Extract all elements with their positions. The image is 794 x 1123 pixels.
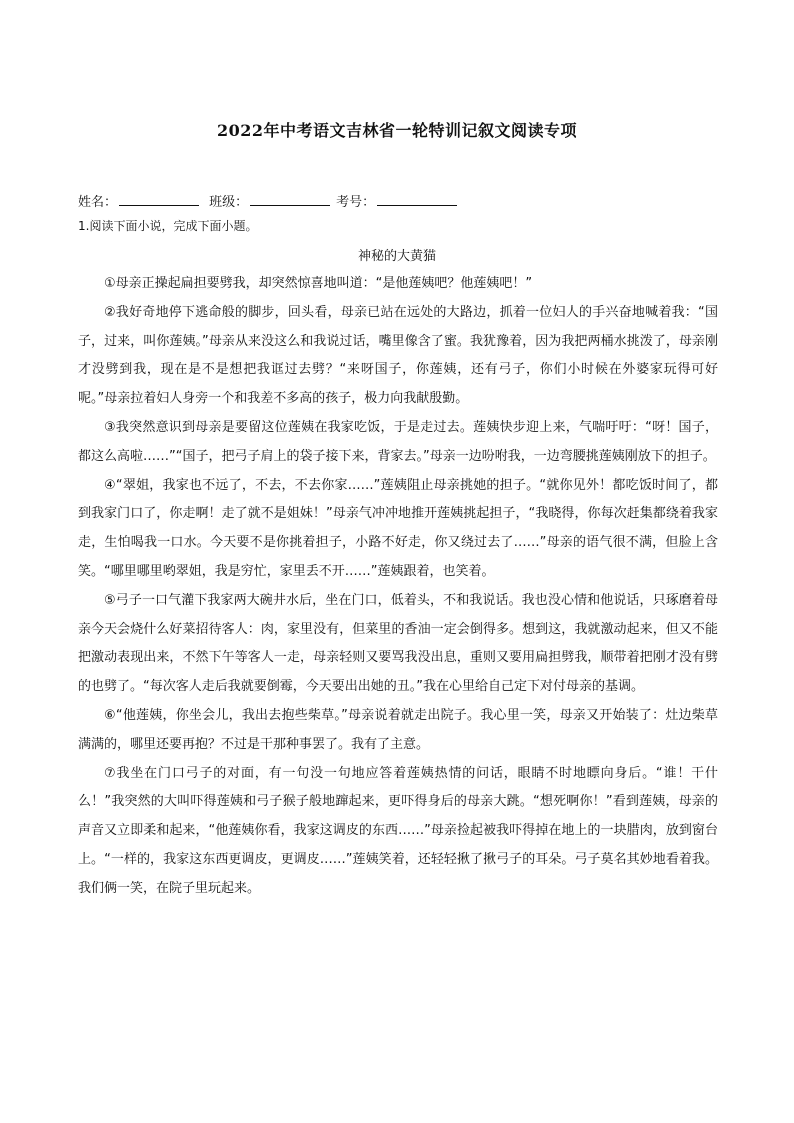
paragraph: ④“翠姐，我家也不远了，不去，不去你家……”莲姨阻止母亲挑她的担子。“就你见外！都吃饭时间了，都到我家门口了，你走啊！走了就不是姐妹！”母亲气冲冲地推开莲姨挑起担子，“我晓得，你每次赶集都绕着我家走，生怕喝我一口水。今天要不是你挑着担子，小路不好走，你又绕过去了……”母亲的语气很不满，但脸上含笑。“哪里哪里哟翠姐，我是穷忙，家里丢不开……”莲姨跟着，也笑着。 xyxy=(78,477,718,579)
paragraph: ③我突然意识到母亲是要留这位莲姨在我家吃饭，于是走过去。莲姨快步迎上来，气喘吁吁：“呀！国子，都这么高啦……”“国子，把弓子肩上的袋子接下来，背家去。”母亲一边吩咐我，一边弯腰挑莲姨刚放下的担子。 xyxy=(78,419,718,464)
name-blank[interactable] xyxy=(119,192,199,206)
name-label: 姓名： xyxy=(78,195,118,210)
paragraph: ①母亲正操起扁担要劈我，却突然惊喜地叫道：“是他莲姨吧？他莲姨吧！” xyxy=(104,276,533,291)
exam-no-blank[interactable] xyxy=(377,192,457,206)
story-body xyxy=(78,270,718,904)
class-label: 班级： xyxy=(209,195,249,210)
paragraph: ⑥“他莲姨，你坐会儿，我出去抱些柴草。”母亲说着就走出院子。我心里一笑，母亲又开始装了：灶边柴草满满的，哪里还要再抱？不过是干那种事罢了。我有了主意。 xyxy=(78,707,718,752)
paragraph: ⑤弓子一口气灌下我家两大碗井水后，坐在门口，低着头，不和我说话。我也没心情和他说话，只琢磨着母亲今天会烧什么好菜招待客人：肉，家里没有，但菜里的香油一定会倒得多。想到这，我就激动起来，但又不能把激动表现出来，不然下午等客人一走，母亲轻则又要骂我没出息，重则又要用扁担劈我，顺带着把刚才没有劈的也劈了。“每次客人走后我就要倒霉，今天要出出她的丑。”我在心里给自己定下对付母亲的基调。 xyxy=(78,592,718,695)
paragraph: ⑦我坐在门口弓子的对面，有一句没一句地应答着莲姨热情的问话，眼睛不时地瞟向身后。“谁！干什么！”我突然的大叫吓得莲姨和弓子猴子般地蹿起来，更吓得身后的母亲大跳。“想死啊你！”看到莲姨，母亲的声音又立即柔和起来，“他莲姨你看，我家这调皮的东西……”母亲捡起被我吓得掉在地上的一块腊肉，放到窗台上。“一样的，我家这东西更调皮，更调皮……”莲姨笑着，还轻轻揪了揪弓子的耳朵。弓子莫名其妙地看着我。我们俩一笑，在院子里玩起来。 xyxy=(78,765,718,896)
document-title: 2022年中考语文吉林省一轮特训记叙文阅读专项 xyxy=(216,121,578,140)
exam-no-label: 考号： xyxy=(336,195,376,210)
class-blank[interactable] xyxy=(250,192,330,206)
paragraph: ②我好奇地停下逃命般的脚步，回头看，母亲已站在远处的大路边，抓着一位妇人的手兴奋地喊着我：“国子，过来，叫你莲姨。”母亲从来没这么和我说过话，嘴里像含了蜜。我犹豫着，因为我把两桶水挑泼了，母亲刚才没劈到我，现在是不是想把我诓过去劈？“来呀国子，你莲姨，还有弓子，你们小时候在外婆家玩得可好呢。”母亲拉着妇人身旁一个和我差不多高的孩子，极力向我献殷勤。 xyxy=(78,304,718,407)
story-title: 神秘的大黄猫 xyxy=(357,249,436,264)
question-instruction: 1.阅读下面小说，完成下面小题。 xyxy=(78,219,258,233)
student-info-line xyxy=(78,191,463,210)
